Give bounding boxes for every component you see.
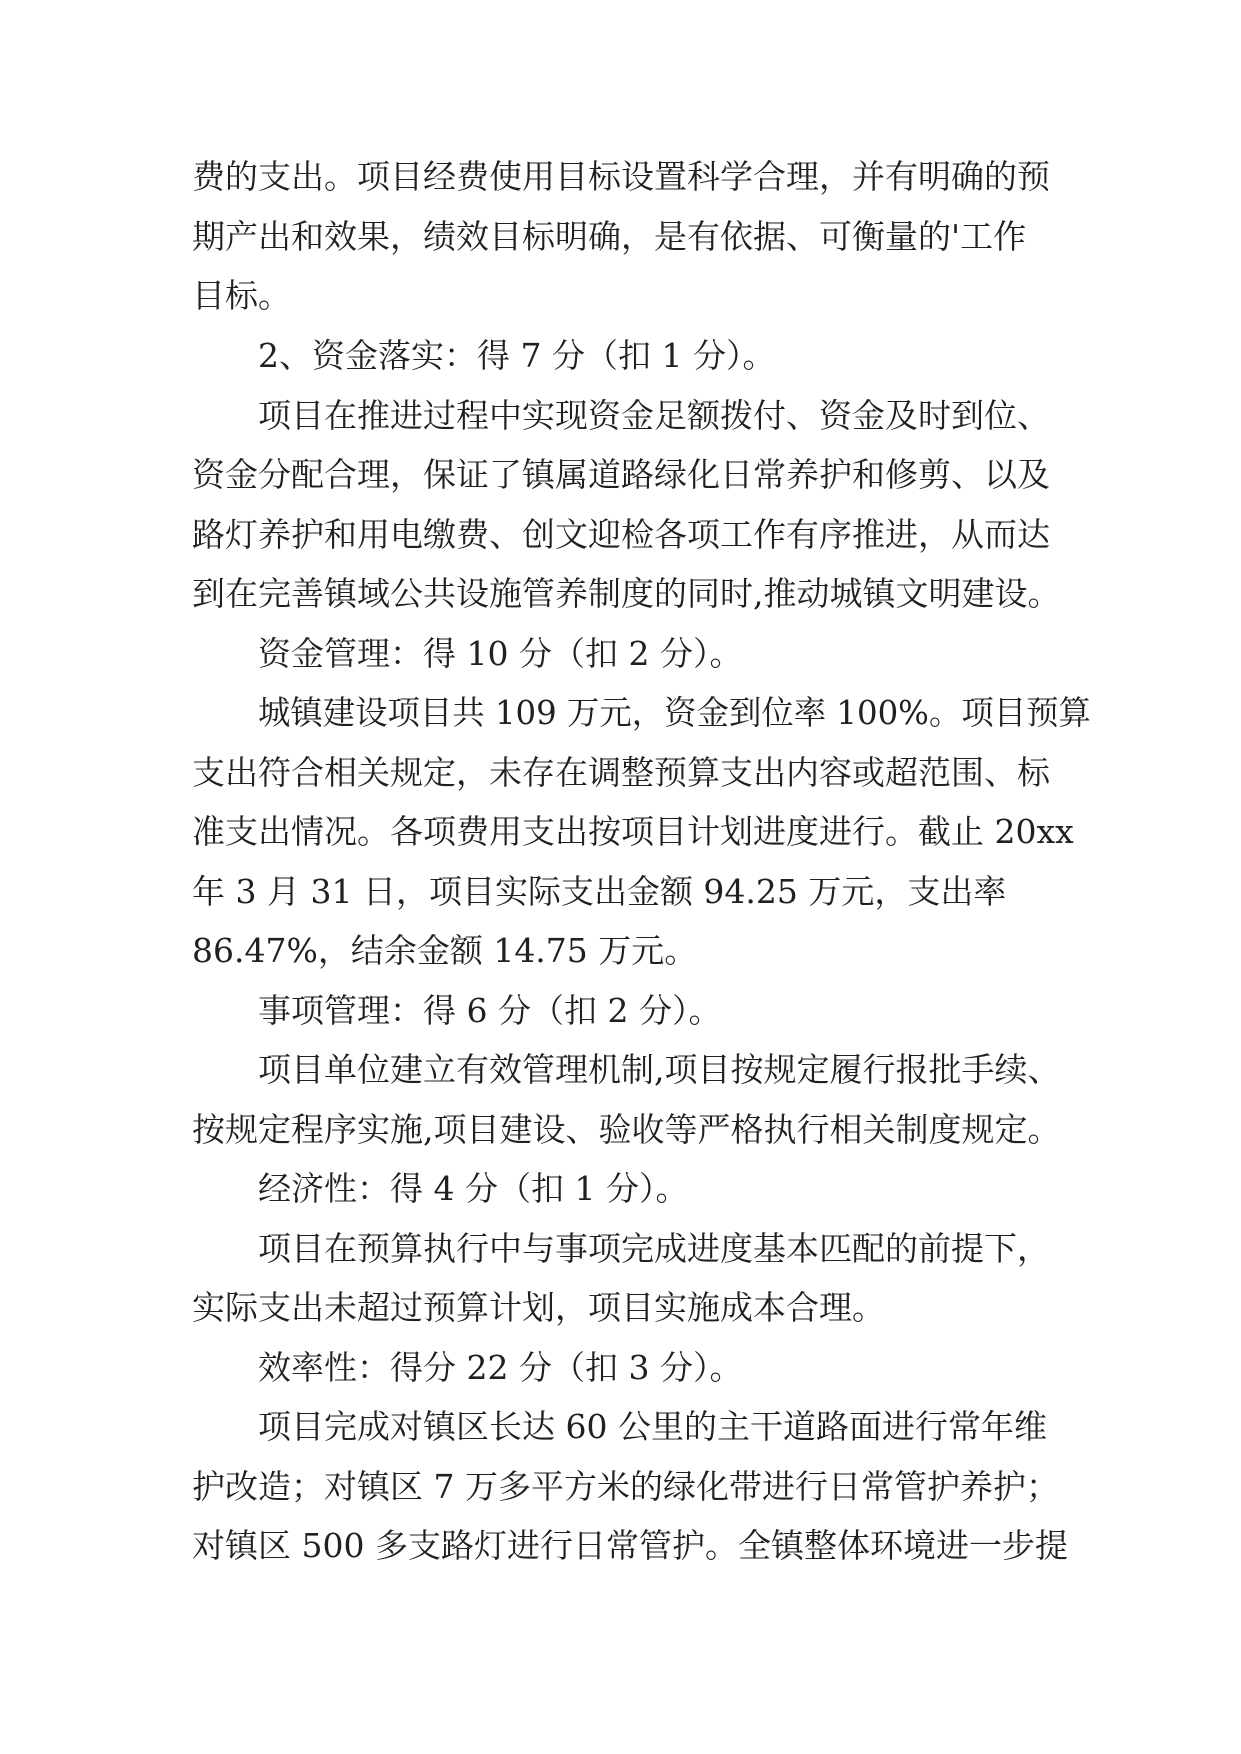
paragraph-line: 费的支出。项目经费使用目标设置科学合理，并有明确的预 <box>192 157 1050 196</box>
section-heading: 事项管理：得 6 分（扣 2 分）。 <box>258 991 722 1030</box>
paragraph-line: 资金分配合理，保证了镇属道路绿化日常养护和修剪、以及 <box>192 455 1050 494</box>
paragraph-line: 按规定程序实施,项目建设、验收等严格执行相关制度规定。 <box>192 1110 1061 1149</box>
section-heading: 2、资金落实：得 7 分（扣 1 分）。 <box>258 336 776 375</box>
paragraph-line: 项目单位建立有效管理机制,项目按规定履行报批手续、 <box>258 1050 1061 1089</box>
section-heading: 经济性：得 4 分（扣 1 分）。 <box>258 1169 689 1208</box>
paragraph-line: 项目在推进过程中实现资金足额拨付、资金及时到位、 <box>258 396 1050 435</box>
paragraph-line: 支出符合相关规定，未存在调整预算支出内容或超范围、标 <box>192 753 1050 792</box>
paragraph-line: 项目完成对镇区长达 60 公里的主干道路面进行常年维 <box>258 1407 1047 1446</box>
paragraph-line: 护改造；对镇区 7 万多平方米的绿化带进行日常管护养护； <box>192 1467 1059 1506</box>
paragraph-line: 对镇区 500 多支路灯进行日常管护。全镇整体环境进一步提 <box>192 1526 1068 1565</box>
paragraph-line: 城镇建设项目共 109 万元，资金到位率 100%。项目预算 <box>258 693 1091 732</box>
paragraph-line: 年 3 月 31 日，项目实际支出金额 94.25 万元，支出率 <box>192 872 1007 911</box>
paragraph-line: 路灯养护和用电缴费、创文迎检各项工作有序推进，从而达 <box>192 515 1050 554</box>
paragraph-line: 期产出和效果，绩效目标明确，是有依据、可衡量的'工作 <box>192 217 1027 256</box>
paragraph-line: 准支出情况。各项费用支出按项目计划进度进行。截止 20xx <box>192 812 1074 851</box>
paragraph-line: 到在完善镇域公共设施管养制度的同时,推动城镇文明建设。 <box>192 574 1061 613</box>
paragraph-line: 项目在预算执行中与事项完成进度基本匹配的前提下， <box>258 1229 1050 1268</box>
section-heading: 资金管理：得 10 分（扣 2 分）。 <box>258 634 743 673</box>
section-heading: 效率性：得分 22 分（扣 3 分）。 <box>258 1348 743 1387</box>
paragraph-line: 目标。 <box>192 276 291 315</box>
paragraph-line: 实际支出未超过预算计划，项目实施成本合理。 <box>192 1288 885 1327</box>
paragraph-line: 86.47%，结余金额 14.75 万元。 <box>192 931 698 970</box>
